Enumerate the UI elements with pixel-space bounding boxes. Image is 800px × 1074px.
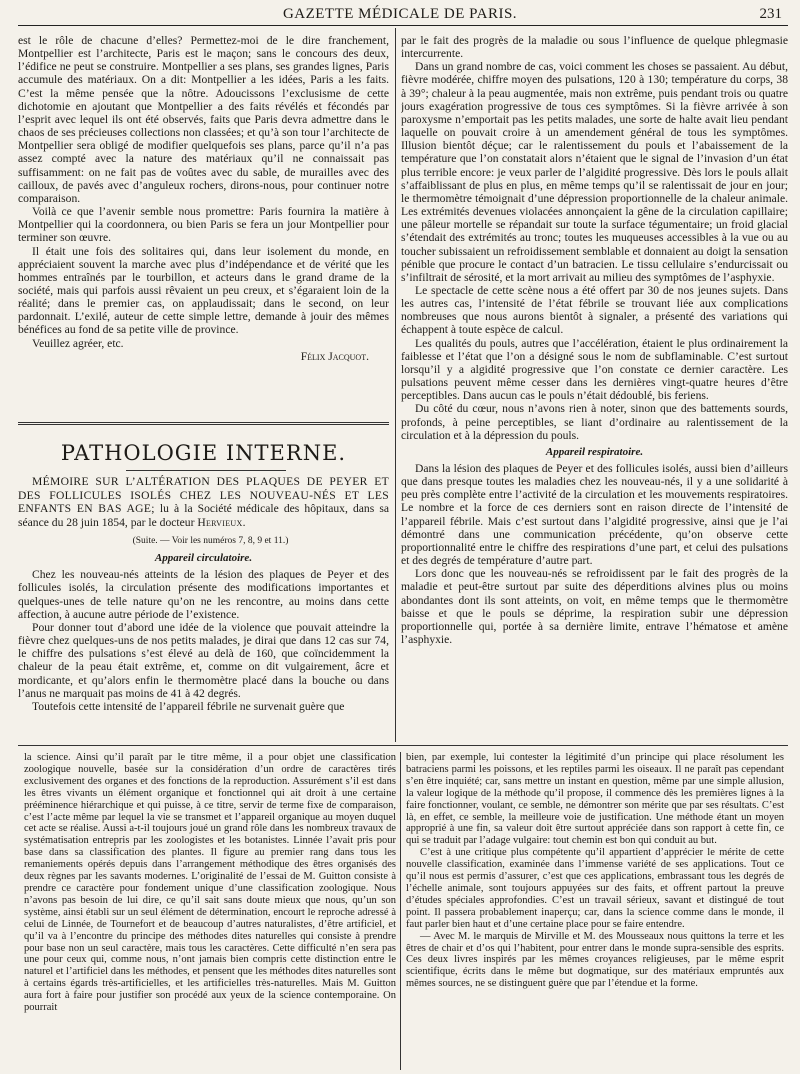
continuation-note: (Suite. — Voir les numéros 7, 8, 9 et 11.) xyxy=(132,536,289,546)
feuilleton-left xyxy=(24,752,396,1072)
section-rule xyxy=(18,422,389,425)
title-underline xyxy=(126,470,286,471)
paragraph: la science. Ainsi qu’il paraît par le titre même, il a pour objet une classification zoologique nouvelle, basée sur la considération d’un ordre de caractères tirés exclusivement des organes et des fonctions de la reproduction. Assurément s’il est dans les êtres vivants un élément organique et fonctionnel qui ait droit à une certaine prééminence hiérarchique et qui puisse, à ce titre, servir de terme fixe de comparaison, c’est l’acte même par lequel la vie se transmet et l’appareil organique au moyen duquel cet acte se réalise. Aussi a-t-il toujours joué un grand rôle dans les nombreux travaux de systématisation entrepris par les zoologistes et les botanistes. Linnée l’avait pris pour base dans sa classification des plantes. Il figure au premier rang dans tous les remaniements opérés depuis dans l’arrangement méthodique des êtres organisés des deux règnes par les savants modernes. L’originalité de l’essai de M. Guitton consiste à prendre ce caractère pour fondement unique d’une classification zoologique. Nous n’avons pas besoin de lui dire, ce qu’il sait sans doute mieux que nous, qu’un son système, ainsi établi sur un seul élément de détermination, encourt le reproche adressé à celui de Linnée, de Tournefort et de beaucoup d’autres naturalistes, d’être artificiel, et qu’il va à l’encontre du principe des méthodes dites naturelles qui consiste à prendre pour base non un seul caractère, mais tous les caractères. Cette difficulté n’en sera pas une pour ceux qui, comme nous, n’ont jamais bien compris cette distinction entre le naturel et l’artificiel dans les méthodes, et pensent que les méthodes dites naturelles sont à certains égards très-artificielles, et les artificielles très-naturelles. Mais M. Guitton aura fort à faire pour justifier son procédé aux yeux de la science contemporaine. On pourrait xyxy=(24,752,396,1014)
paragraph: Dans un grand nombre de cas, voici comment les choses se passaient. Au début, fièvre modérée, chiffre moyen des pulsations, 120 à 130; température du corps, 38 à 39°; chaleur à la peau augmentée, mais non extrême, puis pendant trois ou quatre jours exagération progressive de tous ces symptômes. Si la fièvre arrivée à son paroxysme n’emportait pas les petits malades, une sorte de halte avait lieu pendant laquelle on pouvait croire à un amendement général de tous les symptômes. Illusion bientôt déçue; car le ralentissement du pouls et l’abaissement de la température que l’on constatait alors n’étaient que le signal de l’invasion d’un état plus terrible encore: je veux parler de l’algidité progressive. Dès lors le pouls allait s’affaiblissant de plus en plus, en même temps qu’il se ralentissait de jour en jour; le thermomètre témoignait d’une dépression proportionnelle de la chaleur animale. Les extrémités devenues violacées annonçaient la gêne de la circulation capillaire; une pâleur mortelle se répandait sur toute la surface tégumentaire; un froid glacial s’étendait des extrémités au tronc; toutes les muqueuses accessibles à la vue ou au toucher subissaient un refroidissement semblable et donnaient au doigt la sensation pénible que procure le contact d’un batracien. Le tissu cellulaire s’endurcissait ou s’infiltrait de sérosité, et la mort arrivait au milieu des symptômes de l’asphyxie. xyxy=(401,60,788,284)
memoir-article xyxy=(18,475,389,740)
subsection-heading: Appareil circulatoire. xyxy=(154,552,253,565)
author-signature: Félix Jacquot. xyxy=(300,349,369,363)
paragraph: par le fait des progrès de la maladie ou sous l’influence de quelque phlegmasie intercurrente. xyxy=(401,34,788,61)
memoir-heading xyxy=(18,475,389,529)
paragraph: bien, par exemple, lui contester la légitimité d’un principe qui place résolument les batraciens parmi les poissons, et les reptiles parmi les oiseaux. Il ne paraît pas cependant s’en être inquiété; car, sans mettre un instant en question, même par une simple allusion, la valeur logique de la méthode qu’il propose, il commence dès les premières lignes à la faire fonctionner, voulant, ce semble, ne démontrer son mérite que par ses résultats. C’est là, en effet, ce semble, la meilleure voie de justification. Une méthode étant un moyen approprié à une fin, sa valeur doit être surtout appréciée dans son rapport à cette fin, ce qui se traduit par l’adage vulgaire: tout chemin est bon qui conduit au but. xyxy=(406,752,784,847)
column-divider xyxy=(400,752,401,1070)
letter-continuation xyxy=(18,34,389,363)
paragraph: Les qualités du pouls, autres que l’accélération, étaient le plus ordinairement la faiblesse et l’état que l’on a désigné sous le nom de subflaminable. C’est surtout lorsqu’il y a algidité progressive que l’on constate ce dernier caractère. Les pulsations peuvent même cesser dans les dernières vingt-quatre heures d’être perceptibles. Dans aucun cas le pouls n’était dédoublé, bis feriens. xyxy=(401,336,788,403)
paragraph: Chez les nouveau-nés atteints de la lésion des plaques de Peyer et des follicules isolés, la circulation présente des modifications importantes et quelques-unes de telle nature qu’on ne les rencontre, au moins dans cette affection, à aucune autre période de l’existence. xyxy=(18,568,389,621)
memoir-details: lu à la Société médicale des hôpitaux, dans sa séance du 28 juin 1854, par le docteur xyxy=(18,502,389,529)
paragraph: Toutefois cette intensité de l’appareil fébrile ne survenait guère que xyxy=(32,699,345,713)
subsection-heading: Appareil respiratoire. xyxy=(545,445,644,458)
header-rule xyxy=(18,25,788,26)
paragraph: Il était une fois des solitaires qui, dans leur isolement du monde, en appréciaient souvent la marche avec plus d’indépendance et de vérité que les hommes entraînés par le tourbillon, et acteurs dans le grand drame de la société, mais qui parfois aussi rêvaient un peu creux, et s’égaraient loin de la réalité; dans le premier cas, on applaudissait; dans le second, on leur pardonnait. L’exilé, auteur de cette simple lettre, demande à jouir des mêmes bénéfices au fond de sa petite ville de province. xyxy=(18,244,389,337)
paragraph: est le rôle de chacune d’elles? Permettez-moi de le dire franchement, Montpellier est l’architecte, Paris est le maçon; sans le concours des deux, l’édifice ne peut se construire. Montpellier a ses plans, ses grandes lignes, Paris accumule des matériaux. On a dit: Montpellier a les idées, Paris a les faits. C’est la même pensée que la nôtre. Adoucissons l’exclusisme de cette dichotomie en ajoutant que Montpellier a des faits révélés et fécondés par l’esprit avec lequel ils ont été observés, faits que Paris devra admettre dans le chaos de ses précieuses collections non classées; et qu’à son tour l’architecte de Montpellier sera obligé de modifier quelquefois ses plans, parce qu’il n’a pas assez compté avec la nature des matériaux qu’il ne connaissait pas suffisamment: on ne fait pas de voûtes avec du sable, de murailles avec des cailloux, de pavés avec d’anguleux rochers, dirons-nous, pour continuer notre comparaison. xyxy=(18,34,389,205)
paragraph: C’est à une critique plus compétente qu’il appartient d’apprécier le mérite de cette nouvelle classification, examinée dans l’immense variété de ses applications. Tout ce qu’il nous est permis d’assurer, c’est que ces applications, embrassant tous les degrés de l’échelle animale, sont toujours appuyées sur des faits, et offrent partout la preuve d’études spéciales approfondies. C’est un travail sérieux, savant et distingué de tout point. Il passera probablement inaperçu; car, dans la science comme dans le monde, il faut parler bien haut et d’une certaine place pour se faire entendre. xyxy=(406,847,784,930)
paragraph: Dans la lésion des plaques de Peyer et des follicules isolés, aussi bien d’ailleurs que dans presque toutes les maladies chez les nouveau-nés, il y a une solidarité à peu près complète entre l’activité de la circulation et les mouvements respiratoires. Le nombre et la force de ces derniers sont en raison directe de l’intensité de l’appareil fébrile. Mais c’est surtout dans l’algidité progressive, ainsi que je l’ai démontré dans une communication précédente, qu’on observe cette proportionnalité entre le chiffre des respirations d’une part, et celui des pulsations et des degrés de température d’autre part. xyxy=(401,462,788,568)
paragraph: Voilà ce que l’avenir semble nous promettre: Paris fournira la matière à Montpellier qui la coordonnera, ou bien Paris se fera un jour Montpellier pour terminer son œuvre. xyxy=(18,205,389,245)
memoir-title: MÉMOIRE SUR L’ALTÉRATION DES PLAQUES DE PEYER ET DES FOLLICULES ISOLÉS CHEZ LES NOUVEAU-NÉS ET LES ENFANTS EN BAS AGE; xyxy=(18,475,389,515)
feuilleton-right xyxy=(406,752,784,1072)
memoir-continuation xyxy=(401,34,788,738)
paragraph: Du côté du cœur, nous n’avons rien à noter, sinon que des battements sourds, profonds, à peine perceptibles, se liant d’ordinaire au ralentissement de la circulation et à la dépression du pouls. xyxy=(401,402,788,442)
memoir-author: Hervieux. xyxy=(197,515,246,529)
paragraph: Veuillez agréer, etc. xyxy=(32,336,124,350)
paragraph: Pour donner tout d’abord une idée de la violence que pouvait atteindre la fièvre chez quelques-uns de nos petits malades, je dirai que dans 12 cas sur 74, le chiffre des pulsations s’est élevé au delà de 160, que coïncidemment la chaleur de la peau était extrême, et, comme on dit vulgairement, âcre et mordicante, et qu’alors enfin le thermomètre placé dans la bouche ou dans l’anus ne marquait pas moins de 41 à 42 degrés. xyxy=(18,620,389,700)
paragraph: — Avec M. le marquis de Mirville et M. des Mousseaux nous quittons la terre et les êtres de chair et d’os qui l’habitent, pour entrer dans le monde supra-sensible des esprits. Ces deux livres inspirés par les mêmes croyances religieuses, par le même esprit scientifique, écrits dans le même but dogmatique, sur des matériaux empruntés aux mêmes sources, ne se distinguent guère que par l’étendue et la forme. xyxy=(406,930,784,990)
masthead-title: GAZETTE MÉDICALE DE PARIS. xyxy=(282,6,518,22)
column-divider xyxy=(395,28,396,742)
section-title: PATHOLOGIE INTERNE. xyxy=(60,441,347,465)
page-number: 231 xyxy=(759,6,782,22)
paragraph: Lors donc que les nouveau-nés se refroidissent par le fait des progrès de la maladie et peut-être surtout par suite des déperditions alvines plus ou moins abondantes dont ils sont atteints, on voit, en même temps que le thermomètre baisse et que le pouls se déprime, la respiration subir une dépression proportionnelle qui, portée à sa dernière limite, entrave l’hématose et amène l’asphyxie. xyxy=(401,567,788,647)
feuilleton-rule xyxy=(18,745,788,746)
paragraph: Le spectacle de cette scène nous a été offert par 30 de nos jeunes sujets. Dans les autres cas, l’intensité de l’état fébrile se trouvant liée aux complications nombreuses que nous aurons bientôt à signaler, a présenté des variations qui échappent à toute espèce de calcul. xyxy=(401,283,788,337)
